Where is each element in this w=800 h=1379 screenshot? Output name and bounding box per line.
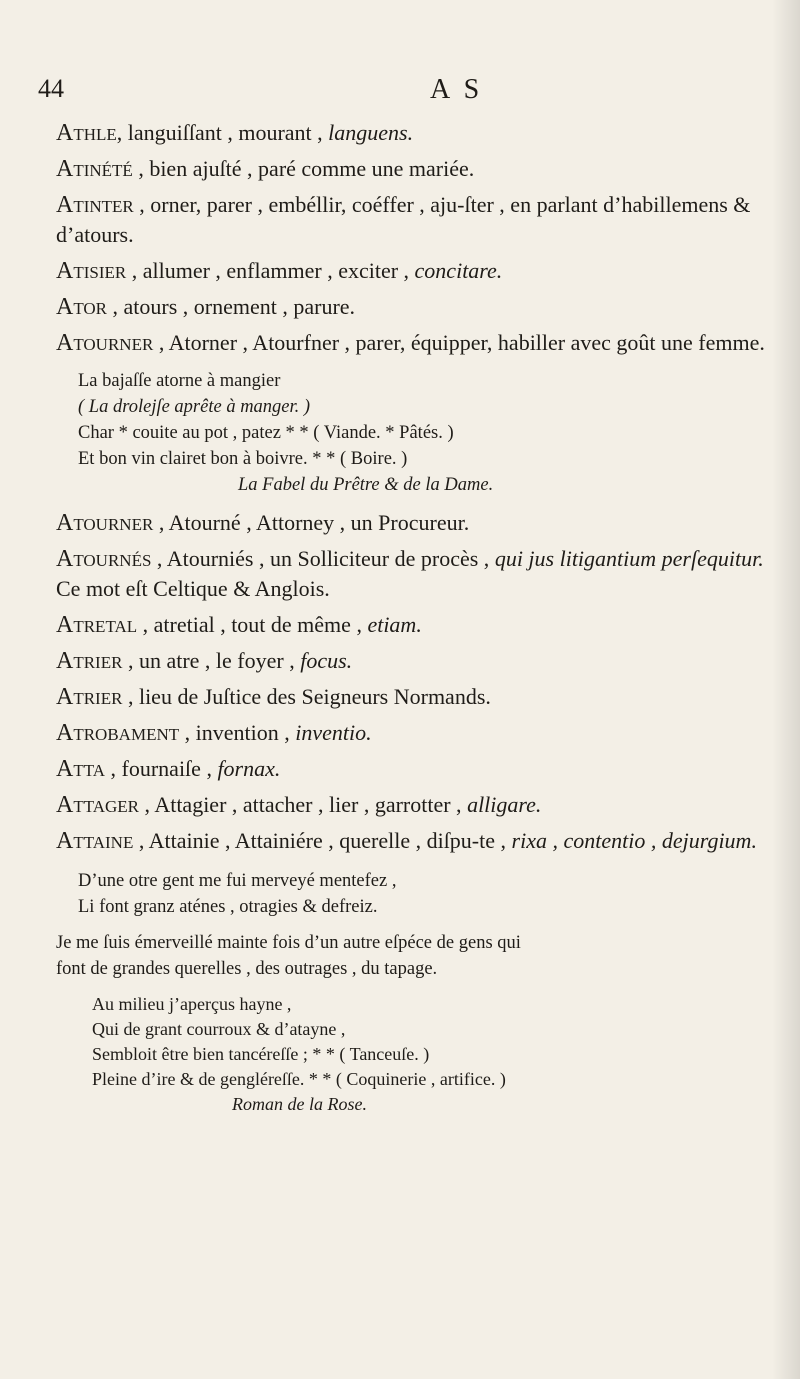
verse-line: D’une otre gent me fui merveyé mentefez ,	[78, 871, 397, 891]
definition: , Atourniés , un Solliciteur de procès ,	[151, 546, 495, 571]
latin-gloss: languens.	[328, 120, 414, 145]
verse-line: Au milieu j’aperçus hayne ,	[92, 994, 292, 1014]
latin-gloss: inventio.	[295, 720, 372, 745]
gloss-line: Je me ſuis émerveillé mainte fois d’un autre eſpéce de gens qui	[56, 933, 521, 953]
entry-attaine	[56, 826, 768, 856]
entry-attager	[56, 790, 768, 820]
latin-gloss: qui jus litigantium perſequitur.	[494, 546, 764, 571]
quote-source: La Fabel du Prêtre & de la Dame.	[238, 475, 494, 495]
entry-athle	[56, 118, 768, 148]
latin-gloss: rixa , contentio , dejurgium.	[511, 828, 757, 853]
definition: , Atorner , Atourfner , parer, équipper, habiller avec goût une femme.	[153, 330, 765, 355]
headword: Ator	[56, 294, 108, 320]
gloss-line: font de grandes querelles , des outrages , du tapage.	[56, 959, 438, 979]
headword: Atrier	[56, 648, 123, 674]
headword: Atisier	[56, 258, 127, 284]
headword: Attaine	[56, 828, 134, 854]
definition-cont: Ce mot eſt Celtique & Anglois.	[56, 576, 330, 601]
definition: , Atourné , Attorney , un Procureur.	[153, 510, 470, 535]
definition: , orner, parer , embéllir, coéffer , aju-ſter , en parlant d’habillemens & d’atours.	[56, 192, 751, 247]
entry-atta	[56, 754, 768, 784]
latin-gloss: concitare.	[414, 258, 503, 283]
verse-line: ( La drolejſe aprête à manger. )	[78, 397, 311, 417]
page-header	[0, 74, 800, 110]
page-body	[56, 118, 768, 1123]
verse-line: Char * couite au pot , patez * * ( Viande. * Pâtés. )	[78, 423, 454, 443]
headword: Atta	[56, 756, 106, 782]
entry-atinete	[56, 154, 768, 184]
headword: Atrier	[56, 684, 123, 710]
definition: , bien ajuſté , paré comme une mariée.	[132, 156, 475, 181]
headword: Atournés	[56, 546, 152, 572]
verse-line: Sembloit être bien tancéreſſe ; * * ( Tanceuſe. )	[92, 1044, 430, 1064]
verse-quote	[56, 368, 768, 498]
entry-atrobament	[56, 718, 768, 748]
definition: , atours , ornement , parure.	[107, 294, 356, 319]
definition: , un atre , le foyer ,	[122, 648, 301, 673]
latin-gloss: fornax.	[217, 756, 281, 781]
entry-atournes	[56, 544, 768, 604]
headword: Atrobament	[56, 720, 180, 746]
headword: Atourner	[56, 510, 154, 536]
quote-source: Roman de la Rose.	[232, 1094, 367, 1114]
entry-atrier-2	[56, 682, 768, 712]
page-edge-shadow	[772, 0, 800, 1379]
entry-atrier	[56, 646, 768, 676]
headword: Atourner	[56, 330, 154, 356]
headword: Atinter	[56, 192, 134, 218]
headword: Atinété	[56, 156, 133, 182]
latin-gloss: alligare.	[467, 792, 542, 817]
definition: , Attainie , Attainiére , querelle , diſpu-te ,	[133, 828, 512, 853]
definition: , atretial , tout de même ,	[137, 612, 368, 637]
headword: Athle	[56, 120, 117, 146]
entry-atretal	[56, 610, 768, 640]
definition: , languiſſant , mourant ,	[116, 120, 329, 145]
definition: , Attagier , attacher , lier , garrotter ,	[139, 792, 468, 817]
prose-gloss	[56, 930, 768, 982]
verse-line: Li font granz aténes , otragies & defreiz.	[78, 897, 378, 917]
definition: , lieu de Juſtice des Seigneurs Normands.	[122, 684, 491, 709]
entry-atourner-2	[56, 508, 768, 538]
running-head: A S	[430, 74, 484, 105]
entry-ator	[56, 292, 768, 322]
verse-line: Pleine d’ire & de gengléreſſe. * * ( Coquinerie , artifice. )	[92, 1069, 506, 1089]
latin-gloss: focus.	[300, 648, 353, 673]
verse-line: Et bon vin clairet bon à boivre. * * ( Boire. )	[78, 449, 408, 469]
page-number: 44	[38, 74, 64, 103]
verse-quote	[56, 868, 768, 920]
definition: , fournaiſe ,	[105, 756, 218, 781]
entry-atinter	[56, 190, 768, 250]
entry-atourner	[56, 328, 768, 358]
definition: , invention ,	[179, 720, 296, 745]
headword: Attager	[56, 792, 140, 818]
headword: Atretal	[56, 612, 138, 638]
verse-quote	[56, 992, 768, 1117]
latin-gloss: etiam.	[367, 612, 422, 637]
verse-line: Qui de grant courroux & d’atayne ,	[92, 1019, 346, 1039]
definition: , allumer , enflammer , exciter ,	[126, 258, 415, 283]
entry-atisier	[56, 256, 768, 286]
verse-line: La bajaſſe atorne à mangier	[78, 371, 281, 391]
